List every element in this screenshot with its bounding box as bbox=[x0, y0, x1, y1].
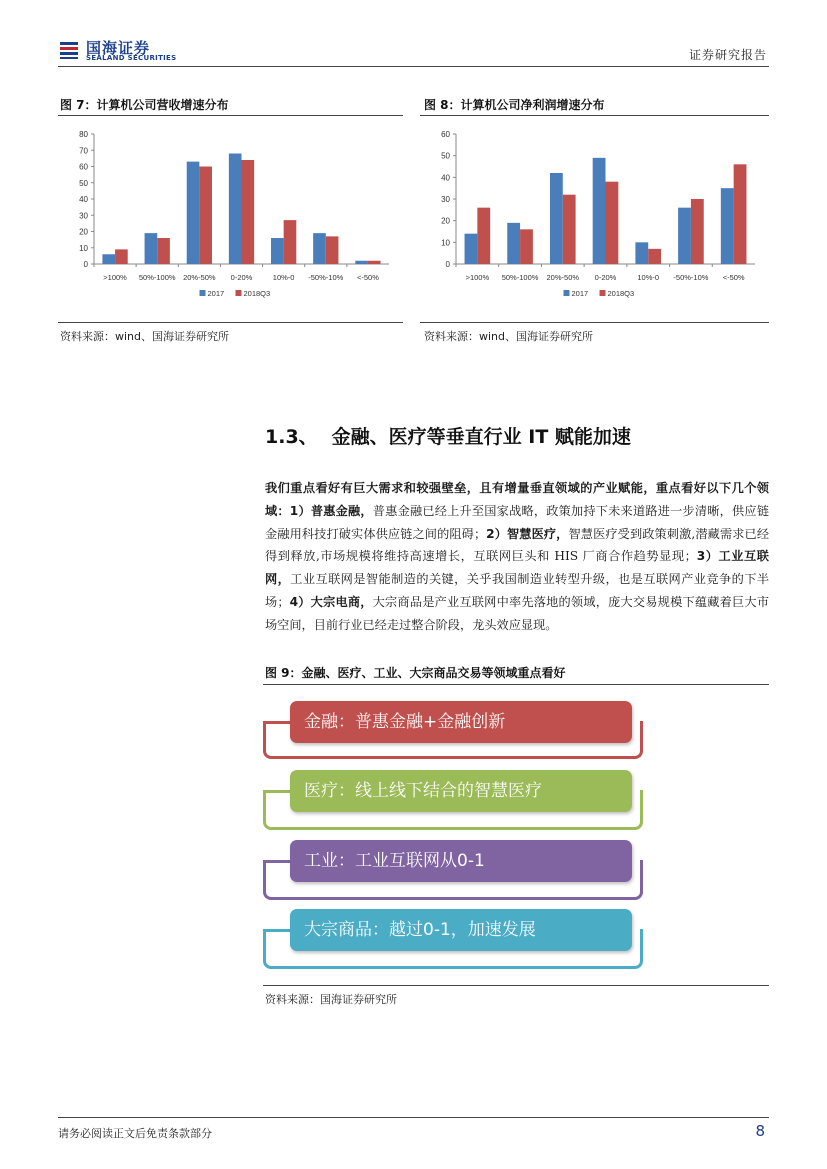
bar-2018q3 bbox=[563, 195, 576, 264]
fig8-source: 资料来源：wind、国海证券研究所 bbox=[424, 330, 594, 343]
x-tick-label: 0-20% bbox=[230, 273, 253, 282]
body-point-2-text: 智慧医疗受到政策刺激,潜藏需求已经得到释放,市场规模将维持高速增长，互联网巨头和 HIS 厂商合作趋势显现； bbox=[265, 526, 770, 564]
bar-2017 bbox=[187, 162, 200, 264]
y-tick-label: 0 bbox=[445, 260, 450, 269]
bar-2018q3 bbox=[157, 238, 170, 264]
y-tick-label: 40 bbox=[441, 173, 450, 183]
legend-swatch bbox=[236, 290, 242, 296]
x-tick-label: 50%-100% bbox=[501, 273, 539, 282]
bar-2017 bbox=[102, 254, 115, 264]
x-tick-label: >100% bbox=[103, 273, 127, 282]
bar-2017 bbox=[145, 233, 158, 264]
x-tick-label: 0-20% bbox=[594, 273, 617, 282]
y-tick-label: 30 bbox=[441, 195, 450, 204]
x-tick-label: -50%-10% bbox=[673, 273, 709, 282]
y-tick-label: 80 bbox=[79, 130, 88, 139]
fig8-bottom-rule bbox=[420, 322, 769, 323]
bar-2018q3 bbox=[606, 182, 619, 264]
legend-label: 2017 bbox=[571, 289, 589, 298]
bar-2017 bbox=[721, 188, 734, 264]
body-point-1-text: 普惠金融已经上升至国家战略，政策加持下未来道路进一步清晰，供应链金融用科技打破实体供应链之间的阻碍； bbox=[265, 503, 770, 541]
report-type: 证券研究报告 bbox=[688, 48, 767, 62]
legend-swatch bbox=[564, 290, 570, 296]
y-tick-label: 70 bbox=[79, 146, 88, 156]
fig9-item-4: 大宗商品：越过0-1，加速发展 bbox=[290, 909, 632, 951]
body-point-1-title: 1）普惠金融， bbox=[289, 503, 373, 518]
y-tick-label: 60 bbox=[441, 130, 450, 139]
footer-divider bbox=[58, 1117, 769, 1118]
bar-2017 bbox=[550, 173, 563, 264]
y-tick-label: 40 bbox=[79, 195, 88, 204]
body-point-3-title: 3）工业互联网， bbox=[265, 549, 769, 587]
bar-2017 bbox=[465, 234, 478, 264]
body-point-4-title: 4）大宗电商， bbox=[289, 594, 373, 609]
bar-2018q3 bbox=[734, 164, 747, 264]
bar-2018q3 bbox=[326, 236, 339, 264]
bar-2017 bbox=[355, 261, 368, 264]
bar-2017 bbox=[313, 233, 326, 264]
fig9-item-2: 医疗：线上线下结合的智慧医疗 bbox=[290, 770, 632, 812]
fig7-top-rule bbox=[58, 115, 403, 116]
fig7-bottom-rule bbox=[58, 322, 403, 323]
x-tick-label: <-50% bbox=[356, 273, 379, 282]
body-paragraph bbox=[265, 477, 769, 637]
legend-label: 2018Q3 bbox=[243, 289, 271, 298]
bar-2018q3 bbox=[242, 160, 255, 264]
page-number: 8 bbox=[755, 1122, 765, 1140]
bar-2018q3 bbox=[368, 261, 381, 264]
bar-2018q3 bbox=[477, 208, 490, 264]
x-tick-label: 10%-0 bbox=[637, 273, 660, 282]
bar-2018q3 bbox=[520, 229, 533, 264]
section-title: 金融、医疗等垂直行业 IT 赋能加速 bbox=[331, 426, 631, 448]
bar-2017 bbox=[593, 158, 606, 264]
x-tick-label: >100% bbox=[465, 273, 490, 282]
y-tick-label: 10 bbox=[441, 238, 450, 248]
section-number: 1.3、 bbox=[265, 426, 318, 448]
body-point-2-title: 2）智慧医疗， bbox=[486, 526, 569, 541]
fig7-caption: 图 7：计算机公司营收增速分布 bbox=[60, 98, 229, 112]
bar-2017 bbox=[271, 238, 284, 264]
bar-2017 bbox=[678, 208, 691, 264]
x-tick-label: <-50% bbox=[722, 273, 745, 282]
body-point-3-text: 工业互联网是智能制造的关键，关乎我国制造业转型升级，也是互联网产业竞争的下半场； bbox=[265, 572, 770, 609]
y-tick-label: 20 bbox=[79, 227, 88, 237]
y-tick-label: 0 bbox=[83, 260, 88, 269]
fig9-diagram bbox=[263, 690, 769, 980]
bar-2018q3 bbox=[284, 220, 297, 264]
bar-2017 bbox=[507, 223, 520, 264]
fig9-item-3: 工业：工业互联网从0-1 bbox=[290, 840, 632, 882]
section-heading bbox=[265, 422, 631, 449]
x-tick-label: -50%-10% bbox=[308, 273, 344, 282]
legend-label: 2017 bbox=[207, 289, 225, 298]
y-tick-label: 10 bbox=[79, 243, 88, 253]
fig9-source: 资料来源：国海证券研究所 bbox=[265, 993, 397, 1006]
fig7-chart bbox=[58, 120, 403, 320]
fig8-caption: 图 8：计算机公司净利润增速分布 bbox=[424, 98, 605, 112]
y-tick-label: 60 bbox=[79, 162, 88, 172]
body-intro: 我们重点看好有巨大需求和较强壁垒，且有增量垂直领域的产业赋能，重点看好以下几个领域： bbox=[265, 481, 769, 518]
bar-2017 bbox=[229, 154, 242, 265]
fig8-top-rule bbox=[420, 115, 769, 116]
footer-disclaimer: 请务必阅读正文后免责条款部分 bbox=[58, 1127, 212, 1140]
bar-2018q3 bbox=[115, 249, 128, 264]
logo-name-cn: 国海证券 bbox=[86, 39, 151, 57]
x-tick-label: 20%-50% bbox=[183, 273, 216, 282]
bar-2018q3 bbox=[691, 199, 704, 264]
x-tick-label: 20%-50% bbox=[546, 273, 580, 282]
header-divider bbox=[58, 66, 769, 67]
fig9-item-1: 金融：普惠金融+金融创新 bbox=[290, 701, 632, 743]
bar-2017 bbox=[635, 242, 648, 264]
bar-2018q3 bbox=[199, 167, 212, 265]
y-tick-label: 50 bbox=[79, 178, 88, 188]
fig9-caption: 图 9：金融、医疗、工业、大宗商品交易等领域重点看好 bbox=[265, 666, 566, 680]
logo-name-en: SEALAND SECURITIES bbox=[86, 54, 177, 62]
x-tick-label: 10%-0 bbox=[272, 273, 295, 282]
legend-swatch bbox=[200, 290, 206, 296]
legend-swatch bbox=[600, 290, 606, 296]
sealand-logo-icon bbox=[58, 38, 80, 60]
fig7-source: 资料来源：wind、国海证券研究所 bbox=[60, 330, 230, 343]
body-point-4-text: 大宗商品是产业互联网中率先落地的领域，庞大交易规模下蕴藏着巨大市场空间，目前行业已经走过整合阶段，龙头效应显现。 bbox=[265, 594, 770, 632]
y-tick-label: 20 bbox=[441, 216, 450, 226]
x-tick-label: 50%-100% bbox=[138, 273, 176, 282]
fig9-bottom-rule bbox=[263, 985, 769, 986]
fig9-top-rule bbox=[263, 684, 769, 685]
fig8-chart bbox=[420, 120, 769, 320]
y-tick-label: 50 bbox=[441, 151, 450, 161]
legend-label: 2018Q3 bbox=[607, 289, 635, 298]
y-tick-label: 30 bbox=[79, 211, 88, 221]
bar-2018q3 bbox=[648, 249, 661, 264]
